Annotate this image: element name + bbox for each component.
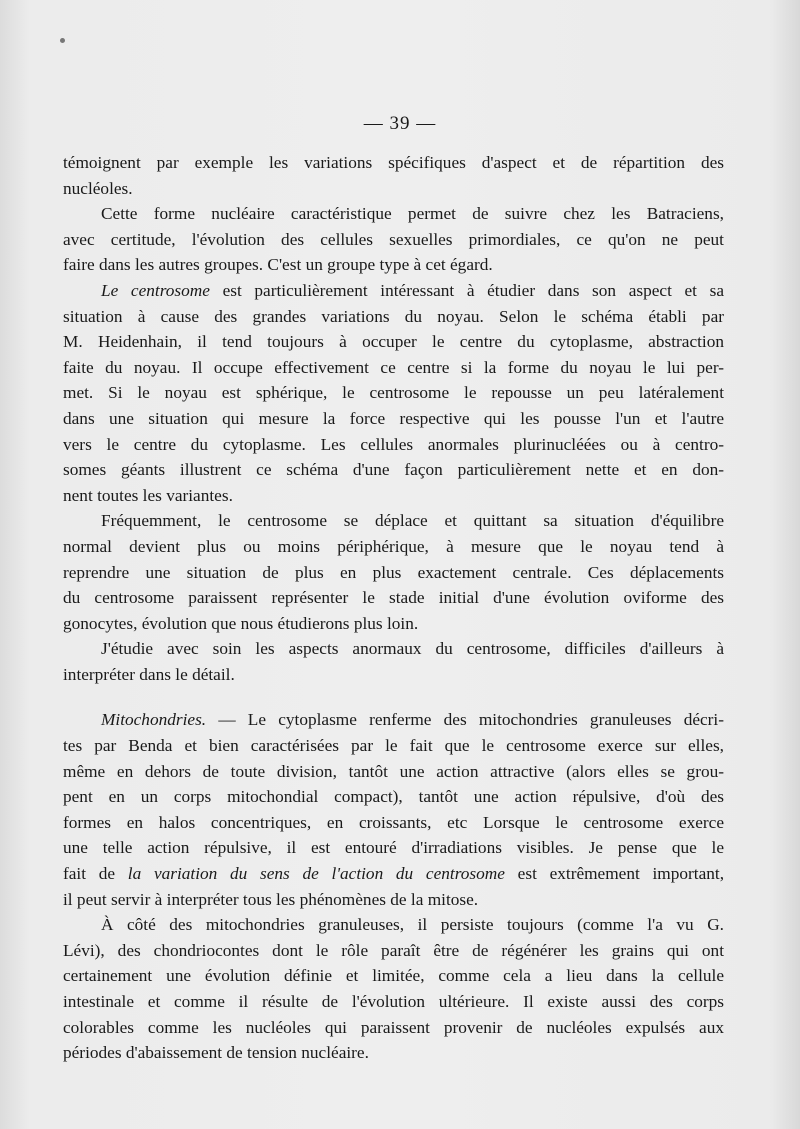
italic-heading: Mitochondries. bbox=[101, 710, 207, 730]
text-line: situation à cause des grandes variations du noyau. Selon le schéma établi par bbox=[63, 306, 724, 326]
italic-phrase: la variation du sens de l'action du centrosome bbox=[127, 864, 505, 884]
text-line: formes en halos concentriques, en croissants, etc Lorsque le centrosome exerce bbox=[63, 812, 724, 832]
italic-heading: Le centrosome bbox=[101, 280, 210, 300]
text-line: une telle action répulsive, il est entouré d'irradiations visibles. Je pense que le bbox=[63, 838, 724, 858]
text-line: certainement une évolution définie et limitée, comme cela a lieu dans la cellule bbox=[63, 966, 724, 986]
text-line: nent toutes les variantes. bbox=[63, 485, 233, 505]
text-line: Lévi), des chondriocontes dont le rôle paraît être de régénérer les grains qui ont bbox=[63, 940, 724, 960]
text-line: même en dehors de toute division, tantôt une action attractive (alors elles se grou- bbox=[63, 761, 724, 781]
text-line: gonocytes, évolution que nous étudierons plus loin. bbox=[63, 613, 419, 633]
text-line: dans une situation qui mesure la force respective qui les pousse l'un et l'autre bbox=[63, 408, 724, 428]
text-line: tes par Benda et bien caractérisées par le fait que le centrosome exerce sur elles, bbox=[63, 736, 724, 756]
text-line: Cette forme nucléaire caractéristique permet de suivre chez les Batraciens, bbox=[101, 204, 724, 224]
text-line: Mitochondries. — Le cytoplasme renferme des mitochondries granuleuses décri- bbox=[101, 710, 724, 730]
text-line: nucléoles. bbox=[63, 178, 133, 198]
text-line: Fréquemment, le centrosome se déplace et quittant sa situation d'équilibre bbox=[101, 511, 724, 531]
page-number: — 39 — bbox=[363, 113, 437, 134]
text-line: avec certitude, l'évolution des cellules sexuelles primordiales, ce qu'on ne peut bbox=[63, 229, 724, 249]
text-line: colorables comme les nucléoles qui paraissent provenir de nucléoles expulsés aux bbox=[63, 1017, 724, 1037]
text-line: met. Si le noyau est sphérique, le centrosome le repousse un peu latéralement bbox=[63, 383, 724, 403]
paragraph-gap bbox=[63, 687, 724, 707]
text-line: il peut servir à interpréter tous les phénomènes de la mitose. bbox=[63, 889, 479, 909]
ink-speck bbox=[60, 38, 65, 43]
text-line: J'étudie avec soin les aspects anormaux du centrosome, difficiles d'ailleurs à bbox=[101, 639, 724, 659]
text-line: du centrosome paraissent représenter le stade initial d'une évolution oviforme des bbox=[63, 588, 724, 608]
text-line: somes géants illustrent ce schéma d'une façon particulièrement nette et en don- bbox=[63, 460, 724, 480]
text-line: M. Heidenhain, il tend toujours à occuper le centre du cytoplasme, abstraction bbox=[63, 332, 724, 352]
text-line: périodes d'abaissement de tension nucléaire. bbox=[63, 1043, 369, 1063]
text-line: témoignent par exemple les variations spécifiques d'aspect et de répartition des bbox=[63, 153, 724, 172]
text-line: pent en un corps mitochondial compact), tantôt une action répulsive, d'où des bbox=[63, 787, 724, 807]
text-line: normal devient plus ou moins périphérique, à mesure que le noyau tend à bbox=[63, 536, 724, 556]
text-line: Le centrosome est particulièrement intéressant à étudier dans son aspect et sa bbox=[101, 280, 725, 300]
text-line: reprendre une situation de plus en plus exactement centrale. Ces déplacements bbox=[63, 562, 724, 582]
text-line: À côté des mitochondries granuleuses, il persiste toujours (comme l'a vu G. bbox=[101, 915, 724, 935]
text-line: faire dans les autres groupes. C'est un groupe type à cet égard. bbox=[63, 255, 493, 275]
body-text bbox=[63, 150, 724, 1066]
text-line: vers le centre du cytoplasme. Les cellules anormales plurinucléées ou à centro- bbox=[63, 434, 724, 454]
text-line: fait de la variation du sens de l'action du centrosome est extrêmement important, bbox=[63, 864, 725, 884]
text-line: intestinale et comme il résulte de l'évolution ultérieure. Il existe aussi des corps bbox=[63, 992, 724, 1011]
text-line: interpréter dans le détail. bbox=[63, 664, 235, 684]
text-line: faite du noyau. Il occupe effectivement ce centre si la forme du noyau le lui per- bbox=[63, 357, 724, 377]
